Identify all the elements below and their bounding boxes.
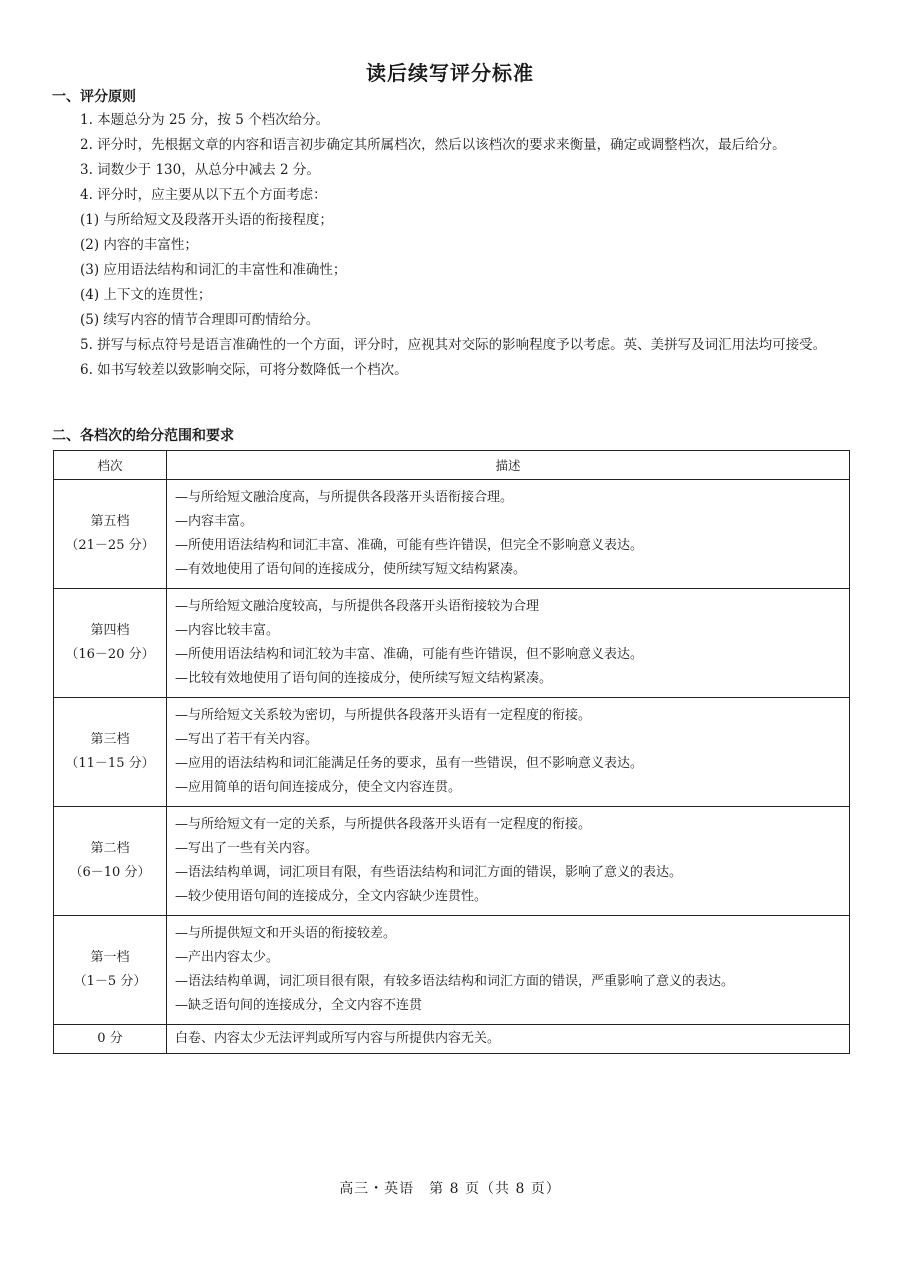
band-range: （21－25 分）	[65, 538, 155, 553]
band-criterion: —所使用语法结构和词汇较为丰富、准确，可能有些许错误，但不影响意义表达。	[175, 647, 644, 662]
page-footer: 高三・英语 第 8 页（共 8 页）	[339, 1181, 561, 1197]
band-level-cell	[54, 589, 167, 698]
band-description-cell: 白卷、内容太少无法评判或所写内容与所提供内容无关。	[167, 1025, 850, 1054]
scoring-principles	[52, 108, 852, 383]
column-header-description: 描述	[167, 451, 850, 480]
band-level: 第二档	[90, 841, 130, 856]
band-criterion: —内容比较丰富。	[175, 623, 280, 638]
band-description-cell	[167, 916, 850, 1025]
page-title: 读后续写评分标准	[366, 61, 534, 85]
band-description-cell	[167, 698, 850, 807]
consideration-5: (5) 续写内容的情节合理即可酌情给分。	[80, 312, 320, 328]
principle-1: 1. 本题总分为 25 分，按 5 个档次给分。	[80, 112, 330, 128]
grade-bands-table	[53, 450, 850, 1054]
band-level-cell	[54, 807, 167, 916]
band-range: （16－20 分）	[65, 647, 155, 662]
band-level: 第三档	[90, 732, 130, 747]
band-criterion: —与所给短文融洽度高，与所提供各段落开头语衔接合理。	[175, 490, 514, 505]
column-header-level: 档次	[54, 451, 167, 480]
band-criterion: —与所提供短文和开头语的衔接较差。	[175, 926, 397, 941]
band-criterion: —缺乏语句间的连接成分，全文内容不连贯	[175, 998, 423, 1013]
principle-2: 2. 评分时，先根据文章的内容和语言初步确定其所属档次，然后以该档次的要求来衡量，确定或调整档次，最后给分。	[80, 137, 786, 153]
band-level-cell	[54, 916, 167, 1025]
principle-4: 4. 评分时，应主要从以下五个方面考虑：	[80, 187, 327, 203]
band-level-cell	[54, 480, 167, 589]
table-row	[54, 916, 850, 1025]
principle-3: 3. 词数少于 130，从总分中减去 2 分。	[80, 162, 320, 178]
band-criterion: —写出了一些有关内容。	[175, 841, 319, 856]
table-row	[54, 480, 850, 589]
band-criterion: —语法结构单调，词汇项目很有限，有较多语法结构和词汇方面的错误，严重影响了意义的表达。	[175, 974, 735, 989]
consideration-3: (3) 应用语法结构和词汇的丰富性和准确性；	[80, 262, 347, 278]
band-description-cell	[167, 807, 850, 916]
principle-5: 5. 拼写与标点符号是语言准确性的一个方面，评分时，应视其对交际的影响程度予以考虑。英、美拼写及词汇用法均可接受。	[80, 337, 827, 353]
band-range: （11－15 分）	[65, 756, 155, 771]
band-range: （1－5 分）	[73, 974, 147, 989]
band-range: （6－10 分）	[69, 865, 151, 880]
band-description-cell	[167, 480, 850, 589]
table-row-zero	[54, 1025, 850, 1054]
band-level-cell: 0 分	[54, 1025, 167, 1054]
band-criterion: —所使用语法结构和词汇丰富、准确，可能有些许错误，但完全不影响意义表达。	[175, 538, 644, 553]
band-criterion: —语法结构单调，词汇项目有限，有些语法结构和词汇方面的错误，影响了意义的表达。	[175, 865, 683, 880]
section-heading-grade-bands: 二、各档次的给分范围和要求	[52, 428, 234, 444]
band-criterion: —应用简单的语句间连接成分，使全文内容连贯。	[175, 780, 462, 795]
consideration-2: (2) 内容的丰富性；	[80, 237, 198, 253]
band-criterion: —产出内容太少。	[175, 950, 280, 965]
band-criterion: —写出了若干有关内容。	[175, 732, 319, 747]
band-criterion: —有效地使用了语句间的连接成分，使所续写短文结构紧凑。	[175, 562, 527, 577]
table-row	[54, 589, 850, 698]
band-level: 第一档	[90, 950, 130, 965]
band-criterion: —与所给短文融洽度较高，与所提供各段落开头语衔接较为合理	[175, 599, 540, 614]
band-level: 第四档	[90, 623, 130, 638]
band-level-cell	[54, 698, 167, 807]
table-row	[54, 698, 850, 807]
section-heading-principles: 一、评分原则	[52, 89, 136, 105]
band-criterion: —较少使用语句间的连接成分，全文内容缺少连贯性。	[175, 889, 488, 904]
band-criterion: —应用的语法结构和词汇能满足任务的要求，虽有一些错误，但不影响意义表达。	[175, 756, 644, 771]
table-header-row	[54, 451, 850, 480]
band-level: 第五档	[90, 514, 130, 529]
principle-6: 6. 如书写较差以致影响交际，可将分数降低一个档次。	[80, 362, 408, 378]
consideration-1: (1) 与所给短文及段落开头语的衔接程度；	[80, 212, 333, 228]
band-criterion: —与所给短文关系较为密切，与所提供各段落开头语有一定程度的衔接。	[175, 708, 592, 723]
band-criterion: —比较有效地使用了语句间的连接成分，使所续写短文结构紧凑。	[175, 671, 553, 686]
consideration-4: (4) 上下文的连贯性；	[80, 287, 212, 303]
band-criterion: —与所给短文有一定的关系，与所提供各段落开头语有一定程度的衔接。	[175, 817, 592, 832]
table-row	[54, 807, 850, 916]
band-description-cell	[167, 589, 850, 698]
band-criterion: —内容丰富。	[175, 514, 254, 529]
